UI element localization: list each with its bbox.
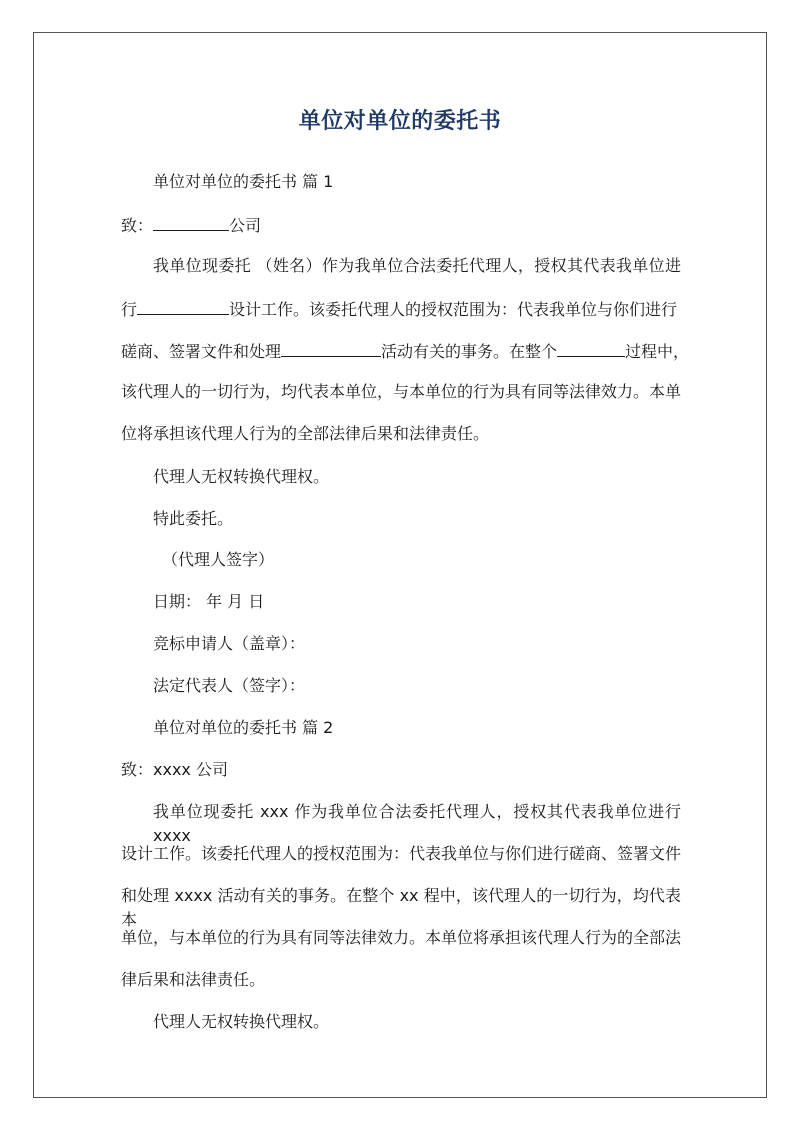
section-1-no-transfer: 代理人无权转换代理权。 [153,467,330,486]
text-segment: 设计工作。该委托代理人的授权范围为：代表我单位与你们进行 [229,300,678,319]
process-blank [557,338,625,357]
work-blank [137,296,229,315]
section-1-to-line [121,212,261,238]
section-1-paragraph-line-4: 该代理人的一切行为，均代表本单位，与本单位的行为具有同等法律效力。本单 [121,382,682,401]
text-segment: 行 [121,300,138,319]
section-2-paragraph-line-2: 设计工作。该委托代理人的授权范围为：代表我单位与你们进行磋商、签署文件 [121,844,682,863]
section-2-paragraph-line-4: 单位，与本单位的行为具有同等法律效力。本单位将承担该代理人行为的全部法 [121,928,682,947]
date-line: 日期： 年 月 日 [153,592,265,611]
section-1-heading: 单位对单位的委托书 篇 1 [153,172,334,191]
section-1-paragraph-line-5: 位将承担该代理人行为的全部法律后果和法律责任。 [121,424,490,443]
text-segment: 过程中， [625,342,690,361]
to-suffix: 公司 [229,216,262,235]
document-title: 单位对单位的委托书 [298,109,502,134]
legal-rep-sign-line: 法定代表人（签字）： [153,676,306,695]
section-1-paragraph-line-3 [121,338,689,364]
section-2-paragraph-line-3: 和处理 xxxx 活动有关的事务。在整个 xx 程中，该代理人的一切行为，均代表本 [121,886,681,929]
section-1-special-note: 特此委托。 [153,509,234,528]
bidder-seal-line: 竞标申请人（盖章）： [153,634,306,653]
agent-signature-label: （代理人签字） [162,550,275,569]
section-1-paragraph-line-2 [121,296,677,322]
to-prefix: 致： [121,216,154,235]
section-2-no-transfer: 代理人无权转换代理权。 [153,1012,330,1031]
section-1-paragraph-line-1: 我单位现委托 （姓名）作为我单位合法委托代理人，授权其代表我单位进 [153,256,681,275]
section-2-to-line: 致：xxxx 公司 [121,760,228,779]
section-2-paragraph-line-5: 律后果和法律责任。 [121,970,266,989]
text-segment: 活动有关的事务。在整个 [381,342,558,361]
company-blank [153,212,229,231]
section-2-heading: 单位对单位的委托书 篇 2 [153,718,334,737]
activity-blank [281,338,381,357]
text-segment: 磋商、签署文件和处理 [121,342,282,361]
section-2-paragraph-line-1: 我单位现委托 xxx 作为我单位合法委托代理人，授权其代表我单位进行 xxxx [153,802,681,845]
